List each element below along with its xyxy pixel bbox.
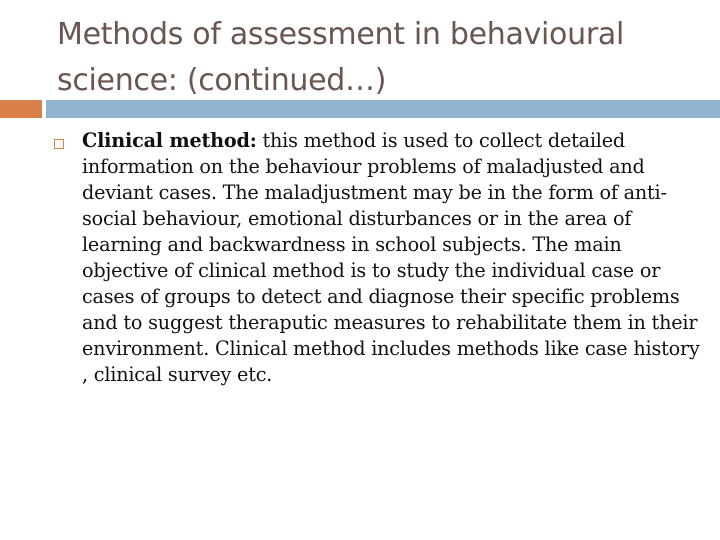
accent-bar-blue: [46, 100, 720, 118]
accent-bar-orange: [0, 100, 42, 118]
square-bullet-icon: [54, 139, 64, 149]
bullet-paragraph: [82, 128, 707, 388]
slide-title: Methods of assessment in behavioural science: (continued…): [57, 17, 624, 98]
bullet-lead: Clinical method:: [82, 129, 257, 152]
bullet-text: this method is used to collect detailed information on the behaviour problems of maladjusted and deviant cases. The maladjustment may be in the form of anti-social behaviour, emotional disturbances or in the area of learning and backwardness in school subjects. The main objective of clinical method is to study the individual case or cases of groups to detect and diagnose their specific problems and to suggest theraputic measures to rehabilitate them in their environment. Clinical method includes methods like case history , clinical survey etc.: [82, 129, 700, 386]
